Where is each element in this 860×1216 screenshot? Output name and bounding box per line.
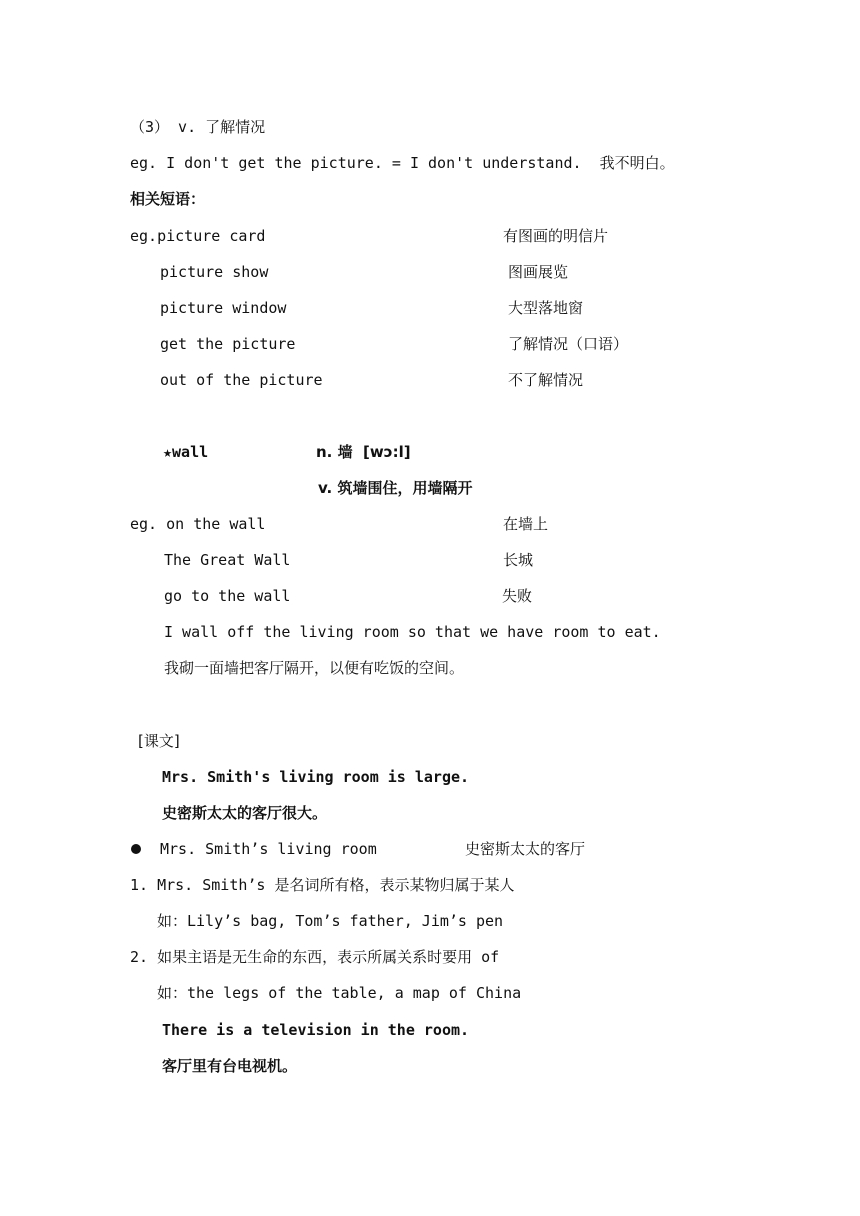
phrase-zh: 了解情况（口语） <box>508 335 629 353</box>
phrase-zh: 图画展览 <box>508 263 569 281</box>
grammar-note-2: 2. 如果主语是无生命的东西，表示所属关系时要用 of <box>130 948 500 966</box>
bullet-phrase-zh: 史密斯太太的客厅 <box>465 840 586 858</box>
grammar-note-2-example: 如：the legs of the table, a map of China <box>157 984 522 1002</box>
wall-example-en: eg. on the wall <box>130 515 266 533</box>
phrase-zh: 大型落地窗 <box>508 299 584 317</box>
headword-wall: ★wall <box>163 443 209 461</box>
verb-definition: v. 筑墙围住，用墙隔开 <box>318 479 473 497</box>
wall-example-zh: 长城 <box>503 551 534 569</box>
wall-sentence-en: I wall off the living room so that we have room to eat. <box>164 623 661 641</box>
phrase-en: picture show <box>160 263 269 281</box>
phrase-zh: 有图画的明信片 <box>503 227 609 245</box>
text-heading: [课文] <box>138 732 180 750</box>
wall-sentence-zh: 我砌一面墙把客厅隔开，以便有吃饭的空间。 <box>164 659 465 677</box>
text-line-1-en: Mrs. Smith's living room is large. <box>162 768 470 786</box>
example-sentence: eg. I don't get the picture. = I don't understand. 我不明白。 <box>130 154 675 172</box>
bullet-phrase-en: Mrs. Smith’s living room <box>160 840 377 858</box>
text-line-2-en: There is a television in the room. <box>162 1021 470 1039</box>
phrase-en: picture window <box>160 299 287 317</box>
phrases-heading: 相关短语： <box>130 190 206 208</box>
phrase-en: out of the picture <box>160 371 323 389</box>
phrase-en: eg.picture card <box>130 227 266 245</box>
wall-example-zh: 失败 <box>502 587 533 605</box>
grammar-note-1-example: 如：Lily’s bag, Tom’s father, Jim’s pen <box>157 912 504 930</box>
phrase-en: get the picture <box>160 335 296 353</box>
grammar-note-1: 1. Mrs. Smith’s 是名词所有格，表示某物归属于某人 <box>130 876 515 894</box>
wall-example-en: The Great Wall <box>164 551 291 569</box>
meaning-3-line: （3） v. 了解情况 <box>130 118 266 136</box>
noun-definition: n. 墙 [wɔ:l] <box>316 443 411 461</box>
text-line-1-zh: 史密斯太太的客厅很大。 <box>162 804 328 822</box>
wall-example-zh: 在墙上 <box>503 515 549 533</box>
wall-example-en: go to the wall <box>164 587 291 605</box>
text-line-2-zh: 客厅里有台电视机。 <box>162 1057 298 1075</box>
phrase-zh: 不了解情况 <box>508 371 584 389</box>
bullet-point <box>131 844 141 854</box>
